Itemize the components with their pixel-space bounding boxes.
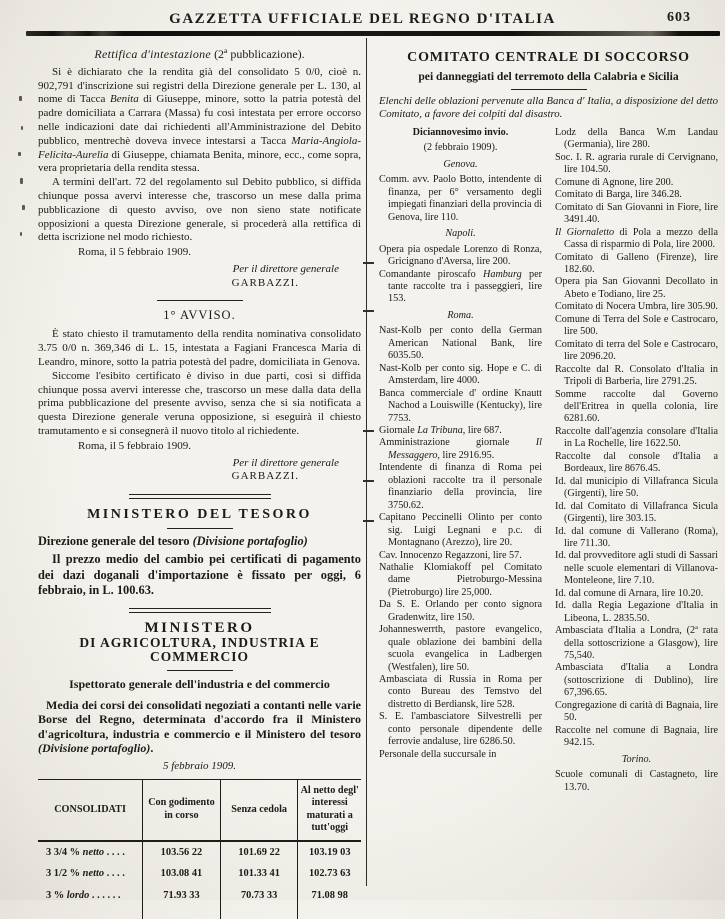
direzione-tesoro-subheading: Direzione generale del tesoro (Divisione portafoglio) bbox=[38, 533, 308, 548]
ministero-agricoltura-section bbox=[38, 619, 361, 919]
oblazione-item: Lodz della Banca W.m Landau (Germania), lire 280. bbox=[555, 127, 718, 151]
page-title: GAZZETTA UFFICIALE DEL REGNO D'ITALIA bbox=[169, 11, 556, 27]
place-heading: Napoli. bbox=[445, 228, 476, 240]
oblazione-item: Johanneswerrth, pastore evangelico, quale oblazione dei bambini della scuola evangelica in Ladbergen (Westfalen), lire 50. bbox=[379, 624, 542, 673]
place-heading: Roma. bbox=[447, 309, 474, 321]
cambio-paragraph: Il prezzo medio del cambio pei certificati di pagamento dei dazi doganali d'importazione è fissato per oggi, 6 febbraio, in L. 100.63. bbox=[38, 552, 361, 597]
ink-mark bbox=[363, 310, 374, 312]
oblazione-item: Id. dal comune di Vallerano (Roma), lire 711.30. bbox=[555, 525, 718, 549]
table-cell-value: 103.19 03 bbox=[298, 841, 361, 863]
rettifica-paragraph-2: A termini dell'art. 72 del regolamento sul Debito pubblico, si diffida chiunque possa avervi interesse che, trascorso un mese dalla prima pubblicazione di questo avviso, ove non sieno state notificate opposizioni a questa Direzione generale, si procederà alla rettifica di detta iscrizione nel modo richiesto. bbox=[38, 176, 361, 244]
oblazione-item: Scuole comunali di Castagneto, lire 13.70. bbox=[555, 769, 718, 793]
signature-name: GARBAZZI. bbox=[231, 470, 299, 483]
oblazione-item: Id. dalla Regia Legazione d'Italia in Libeona, L. 2835.50. bbox=[555, 600, 718, 624]
comitato-subtitle: pei danneggiati del terremoto della Calabria e Sicilia bbox=[418, 70, 679, 83]
oblazione-item: Nast-Kolb per conto sig. Hope e C. di Amsterdam, lire 4000. bbox=[379, 362, 542, 387]
oblazione-item: Id. dal Comitato di Villafranca Sicula (Girgenti), lire 303.15. bbox=[555, 500, 718, 525]
table-row bbox=[38, 863, 361, 884]
table-cell-label: 3 % lordo . . . . . . bbox=[46, 889, 121, 901]
oblazione-item: Comitato di Barga, lire 346.28. bbox=[555, 189, 682, 201]
ispettorato-subheading: Ispettorato generale dell'industria e del commercio bbox=[69, 676, 330, 691]
place-heading: Genova. bbox=[443, 158, 478, 170]
oblazione-item: Id. dal provveditore agli studi di Sassari nelle scuole elementari di Villanova-Monteleone, lire 7.10. bbox=[555, 550, 718, 587]
avviso-section bbox=[38, 309, 361, 485]
rettifica-paragraph-1: Si è dichiarato che la rendita già del consolidato 5 0/0, cioè n. 902,791 d'inscrizione sui registri della Direzione generale per L. 130, al nome di Tacca Benita di Giuseppe, minore, sotto la patria potestà del padre domiciliata a Carrara (Massa) fu così intestata per errore occorso nelle indicazioni date dai richiedenti all'Amministrazione del Debito pubblico, mentrechè doveva invece intestarsi a Tacca Maria-Angiola-Felicita-Aurelia di Giuseppe, chiamata Benita, minore, ecc., come sopra, vera proprietaria della rendita stessa. bbox=[38, 65, 362, 175]
oblazione-item: Comandante piroscafo Hamburg per tante raccolte tra i passeggieri, lire 153. bbox=[379, 268, 542, 305]
oblazione-item: Ambasciata d'Italia a Londra (sottoscrizione di Dublino), lire 67,396.65. bbox=[555, 662, 718, 699]
media-corsi-paragraph: Media dei corsi dei consolidati negoziati a contanti nelle varie Borse del Regno, determinata d'accordo fra il Ministero d'agricoltura, industria e commercio e il Ministero del tesoro (Divisione portafoglio). bbox=[38, 697, 361, 756]
section-rule bbox=[511, 89, 587, 90]
oblazione-item: Da S. E. Orlando per conto signora Gradenwitz, lire 150. bbox=[379, 599, 542, 623]
oblazione-item: Capitano Peccinelli Olinto per conto sig. Luigi Legnani e p.c. di Montagnano (Arezzo), lire 20. bbox=[379, 512, 542, 549]
oblazione-item: Comitato di San Giovanni in Fiore, lire 3491.40. bbox=[555, 201, 718, 226]
oblazione-item: Personale della succursale in bbox=[379, 748, 497, 760]
page-number: 603 bbox=[667, 10, 691, 25]
dateline: Roma, il 5 febbraio 1909. bbox=[78, 439, 192, 452]
double-rule bbox=[129, 608, 271, 613]
comitato-intro: Elenchi delle oblazioni pervenute alla Banca d' Italia, a disposizione del detto Comitato, a favore dei colpiti dal disastro. bbox=[379, 95, 718, 120]
consolidati-table bbox=[38, 779, 361, 919]
oblazione-item: Comune di Terra del Sole e Castrocaro, lire 500. bbox=[555, 313, 718, 338]
section-rule bbox=[157, 300, 243, 301]
comitato-title: COMITATO CENTRALE DI SOCCORSO bbox=[407, 50, 690, 65]
avviso-heading: 1° AVVISO. bbox=[163, 307, 236, 322]
scan-artifact bbox=[18, 152, 21, 156]
table-column-header: Al netto degl' interessi maturati a tutt'oggi bbox=[298, 779, 361, 840]
table-cell-value: 102.73 63 bbox=[298, 863, 361, 884]
oblazione-item: Giornale La Tribuna, lire 687. bbox=[379, 424, 502, 436]
ministero-agricoltura-heading-line2: DI AGRICOLTURA, INDUSTRIA E COMMERCIO bbox=[79, 635, 320, 665]
double-rule bbox=[129, 494, 271, 499]
signature-role: Per il direttore generale bbox=[232, 262, 339, 275]
scan-artifact bbox=[20, 232, 22, 236]
scan-artifact bbox=[20, 178, 23, 184]
comitato-section bbox=[379, 50, 718, 794]
invio-heading: Diciannovesimo invio. bbox=[412, 127, 509, 138]
oblazione-item: Raccolte dal console d'Italia a Bordeaux, lire 8676.45. bbox=[555, 450, 718, 475]
oblazione-item: Comitato di Galleno (Firenze), lire 182.60. bbox=[555, 251, 718, 275]
column-divider-rule bbox=[366, 38, 367, 886]
scan-artifact bbox=[19, 96, 22, 101]
table-date: 5 febbraio 1909. bbox=[162, 760, 237, 773]
header-rule bbox=[26, 31, 720, 36]
oblazione-item: Raccolte dal R. Consolato d'Italia in Tripoli di Barberia, lire 2791.25. bbox=[555, 363, 718, 388]
oblazione-item: Intendente di finanza di Roma pei oblazioni raccolte tra il personale finanziario della provincia, lire 3750.62. bbox=[379, 462, 542, 511]
oblazione-item: Comitato di terra del Sole e Castrocaro, lire 2096.20. bbox=[555, 338, 718, 363]
oblazione-item: Raccolte nel comune di Bagnaia, lire 942.15. bbox=[555, 724, 718, 749]
table-row bbox=[38, 884, 361, 905]
oblazione-item: Il Giornaletto di Pola a mezzo della Cassa di risparmio di Pola, lire 2000. bbox=[555, 226, 718, 251]
signature-name: GARBAZZI. bbox=[231, 276, 299, 289]
table-column-header: Con godimento in corso bbox=[143, 779, 221, 840]
oblazione-item: Nathalie Klomiakoff pel Comitato dame Pietroburgo-Messina (Pietroburgo) lire 25,000. bbox=[379, 561, 542, 598]
oblazione-item: Comm. avv. Paolo Botto, intendente di finanza, per 6° versamento degli impiegati finanziari della provincia di Genova, lire 110. bbox=[379, 174, 542, 223]
rettifica-section bbox=[38, 48, 361, 291]
oblazione-item: Amministrazione giornale Il Messaggero, lire 2916.95. bbox=[379, 437, 542, 461]
scan-artifact bbox=[21, 126, 23, 130]
oblazione-item: Congregazione di carità di Bagnaia, lire 50. bbox=[555, 699, 718, 724]
oblazione-item: Soc. I. R. agraria rurale di Cervignano, lire 104.50. bbox=[555, 151, 718, 176]
oblazioni-column-1 bbox=[379, 127, 542, 794]
oblazione-item: Nast-Kolb per conto della German American National Bank, lire 6035.50. bbox=[379, 325, 542, 362]
left-column bbox=[38, 46, 361, 919]
place-heading: Torino. bbox=[621, 753, 652, 765]
table-cell-label: 3 1/2 % netto . . . . bbox=[46, 868, 125, 880]
ink-mark bbox=[363, 480, 374, 482]
oblazione-item: Banca commerciale d' ordine Knautt Nachod a Louiswille (Kentucky), lire 7753. bbox=[379, 387, 542, 424]
table-column-header: Senza cedola bbox=[220, 779, 298, 840]
table-cell-label: 3 3/4 % netto . . . . bbox=[46, 847, 125, 859]
oblazione-item: Raccolte dall'agenzia consolare d'Italia in La Rochelle, lire 1622.50. bbox=[555, 425, 718, 450]
oblazione-item: Ambasciata di Russia in Roma per conto Bureau des Temstvo del distretto di Berdiansk, lire 528. bbox=[379, 674, 542, 710]
oblazione-item: Comune di Agnone, lire 200. bbox=[555, 176, 674, 188]
oblazione-item: Ambasciata d'Italia a Londra, (2ª rata della sottoscrizione a Glasgow), lire 75,540. bbox=[555, 625, 718, 662]
table-row bbox=[38, 841, 361, 863]
oblazioni-columns bbox=[379, 127, 718, 794]
avviso-paragraph-2: Siccome l'esibito certificato è diviso in due parti, così si diffida chiunque possa avervi interesse che, trascorso un mese dalla data della prima pubblicazione del presente avviso, senza che si sia notificata a questa Direzione generale veruna opposizione, si eseguirà il chiesto tramutamento e si consegnerà il nuovo titolo al richiedente. bbox=[38, 369, 361, 437]
oblazioni-column-2 bbox=[555, 127, 718, 794]
invio-date: (2 febbraio 1909). bbox=[423, 142, 498, 154]
ink-mark bbox=[363, 262, 374, 264]
ministero-tesoro-heading: MINISTERO DEL TESORO bbox=[87, 506, 312, 522]
oblazione-item: Somme raccolte dal Governo dell'Eritrea in quella colonia, lire 6281.60. bbox=[555, 388, 718, 425]
table-column-header: CONSOLIDATI bbox=[38, 779, 143, 840]
oblazione-item: Cav. Innocenzo Regazzoni, lire 57. bbox=[379, 549, 522, 561]
scan-artifact bbox=[22, 205, 25, 210]
oblazione-item: Comitato di Nocera Umbra, lire 305.90. bbox=[555, 301, 718, 313]
dateline: Roma, il 5 febbraio 1909. bbox=[78, 246, 192, 259]
ministero-tesoro-section bbox=[38, 508, 361, 598]
section-rule bbox=[167, 528, 233, 529]
table-cell-value: 71.93 33 bbox=[143, 884, 221, 905]
oblazione-item: Opera pia San Giovanni Decollato in Abeto e Todiano, lire 25. bbox=[555, 276, 718, 300]
table-cell-value: 101.33 41 bbox=[220, 863, 298, 884]
oblazione-item: Id. dal comune di Arnara, lire 10.20. bbox=[555, 587, 704, 599]
ministero-agricoltura-heading-line1: MINISTERO bbox=[144, 619, 255, 636]
consolidati-rates-table bbox=[38, 779, 361, 919]
signature-role: Per il direttore generale bbox=[232, 456, 339, 469]
table-rule-extension bbox=[38, 906, 361, 919]
section-rule bbox=[167, 670, 233, 671]
table-cell-value: 103.56 22 bbox=[143, 841, 221, 863]
oblazione-item: S. E. l'ambasciatore Silvestrelli per conto personale dipendente delle ferrovie andaluse, lire 6286.50. bbox=[379, 711, 542, 748]
oblazione-item: Id. dal municipio di Villafranca Sicula (Girgenti), lire 50. bbox=[555, 475, 718, 500]
oblazione-item: Opera pia ospedale Lorenzo di Ronza, Gricignano d'Aversa, lire 200. bbox=[379, 243, 542, 268]
table-cell-value: 71.08 98 bbox=[298, 884, 361, 905]
ink-mark bbox=[363, 430, 374, 432]
table-cell-value: 103.08 41 bbox=[143, 863, 221, 884]
avviso-paragraph-1: È stato chiesto il tramutamento della rendita nominativa consolidato 3.75 0/0 n. 369,346 di L. 15, intestata a Fagiani Francesca Maria di Leandro, minore, sotto la patria potestà del padre, domiciliata in Genova. bbox=[38, 328, 361, 368]
table-cell-value: 101.69 22 bbox=[220, 841, 298, 863]
ink-mark bbox=[363, 520, 374, 522]
rettifica-title: Rettifica d'intestazione (2ª pubblicazione). bbox=[94, 47, 305, 61]
table-cell-value: 70.73 33 bbox=[220, 884, 298, 905]
